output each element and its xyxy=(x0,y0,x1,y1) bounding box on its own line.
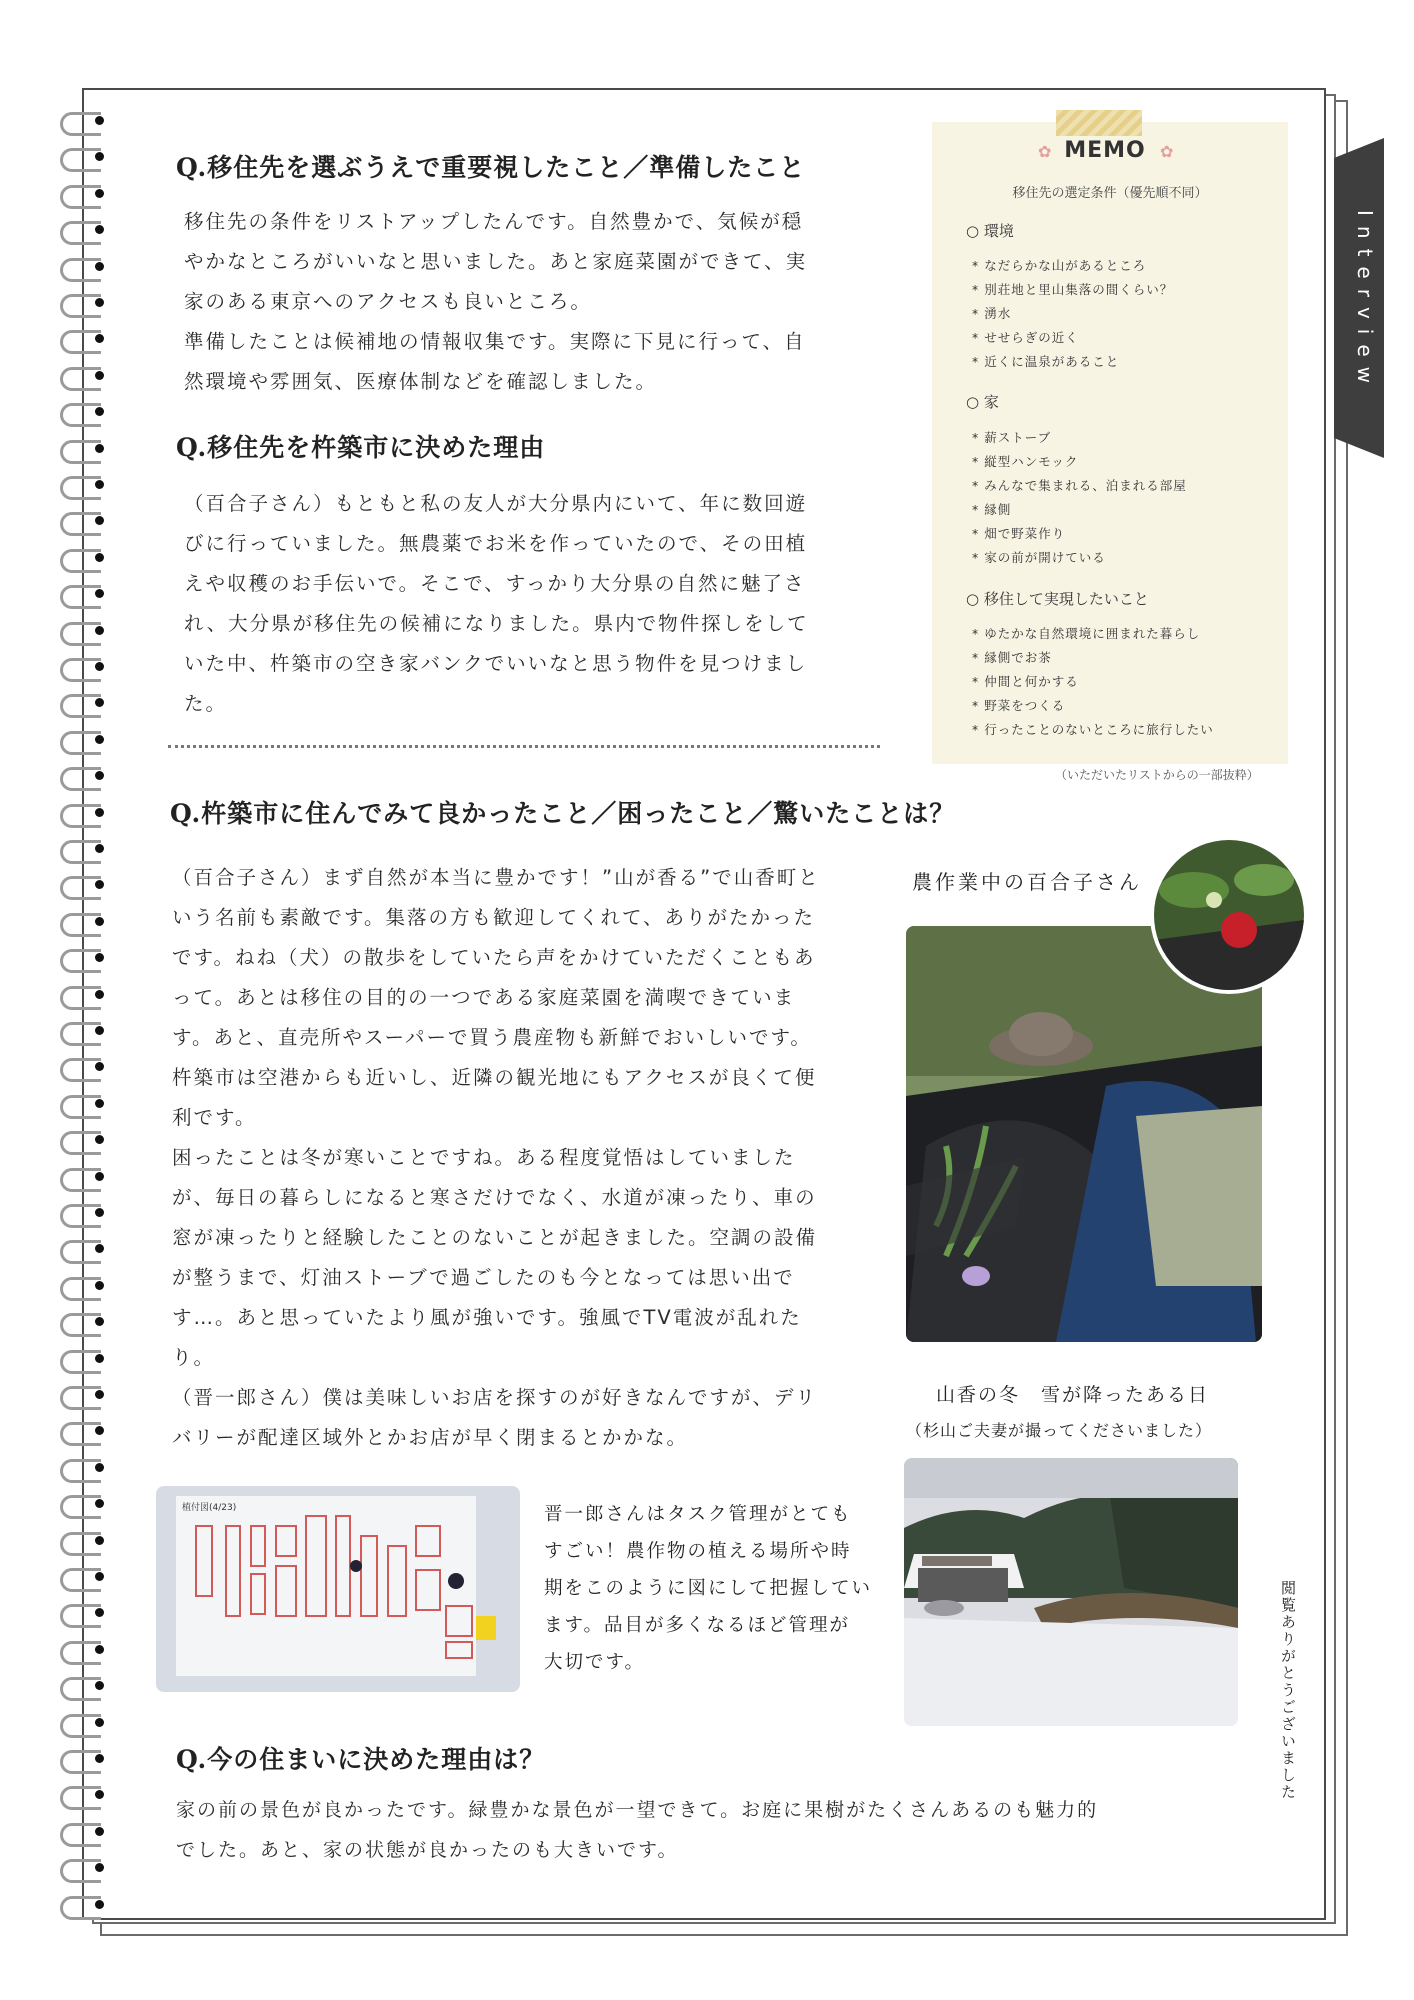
spiral-ring xyxy=(60,1277,104,1297)
q2-line: れ、大分県が移住先の候補になりました。県内で物件探しをして xyxy=(184,612,809,635)
plan-caption-line: 晋一郎さんはタスク管理がとても xyxy=(544,1504,852,1525)
memo-section-heading: ○ 移住して実現したいこと xyxy=(966,590,1149,608)
q2-line: びに行っていました。無農薬でお米を作っていたので、その田植 xyxy=(184,532,808,555)
q4-line: でした。あと、家の状態が良かったのも大きいです。 xyxy=(176,1839,679,1861)
memo-section-heading: ○ 家 xyxy=(966,393,999,411)
spiral-ring xyxy=(60,1058,104,1078)
q3-line: 杵築市は空港からも近いし、近隣の観光地にもアクセスが良くて便 xyxy=(172,1066,817,1089)
q3-line: 利です。 xyxy=(172,1106,257,1129)
spiral-ring xyxy=(60,1422,104,1442)
spiral-ring xyxy=(60,694,104,714)
section-divider xyxy=(168,745,880,748)
spiral-ring xyxy=(60,731,104,751)
spiral-ring xyxy=(60,403,104,423)
q3-line: が、毎日の暮らしになると寒さだけでなく、水道が凍ったり、車の xyxy=(172,1186,817,1209)
q3-heading: Q.杵築市に住んでみて良かったこと／困ったこと／驚いたことは？ xyxy=(170,799,956,828)
q1-line: 準備したことは候補地の情報収集です。実際に下見に行って、自 xyxy=(184,330,806,353)
spiral-ring xyxy=(60,986,104,1006)
q2-heading: Q.移住先を杵築市に決めた理由 xyxy=(176,433,546,462)
masking-tape xyxy=(1056,110,1142,136)
spiral-ring xyxy=(60,1495,104,1515)
spiral-ring xyxy=(60,148,104,168)
spiral-ring xyxy=(60,622,104,642)
q1-line: 然環境や雰囲気、医療体制などを確認しました。 xyxy=(184,370,658,393)
spiral-ring xyxy=(60,658,104,678)
planting-plan-caption xyxy=(544,1496,884,1681)
spiral-ring xyxy=(60,512,104,532)
spiral-ring xyxy=(60,1240,104,1260)
q1-line: 移住先の条件をリストアップしたんです。自然豊かで、気候が穏 xyxy=(184,210,804,233)
q3-line: 窓が凍ったりと経験したことのないことが起きました。空調の設備 xyxy=(172,1226,818,1249)
spiral-ring xyxy=(60,112,104,132)
snow-photo-caption: 山香の冬 雪が降ったある日 xyxy=(936,1384,1210,1406)
plan-caption-line: 大切です。 xyxy=(544,1652,646,1673)
plan-caption-line: すごい！農作物の植える場所や時 xyxy=(544,1541,852,1562)
memo-item: * ゆたかな自然環境に囲まれた暮らし xyxy=(972,626,1201,641)
spiral-ring xyxy=(60,1823,104,1843)
planting-plan-photo xyxy=(156,1486,520,1692)
q2-line: いた中、杵築市の空き家バンクでいいなと思う物件を見つけまし xyxy=(184,652,808,675)
strawberry-photo xyxy=(1150,836,1308,994)
q3-line: いう名前も素敵です。集落の方も歓迎してくれて、ありがたかった xyxy=(172,906,816,929)
q2-body xyxy=(184,484,884,724)
memo-item: * 縦型ハンモック xyxy=(972,454,1079,469)
spiral-ring xyxy=(60,949,104,969)
memo-item: * 縁側でお茶 xyxy=(972,650,1052,665)
spiral-ring xyxy=(60,294,104,314)
spiral-ring xyxy=(60,1604,104,1624)
q3-line: す。あと、直売所やスーパーで買う農産物も新鮮でおいしいです。 xyxy=(172,1026,812,1049)
memo-item: * 野菜をつくる xyxy=(972,698,1066,713)
q3-line: （晋一郎さん）僕は美味しいお店を探すのが好きなんですが、デリ xyxy=(172,1386,818,1409)
memo-item: * せせらぎの近く xyxy=(972,330,1079,345)
spiral-ring xyxy=(60,1641,104,1661)
snow-photo-credit: （杉山ご夫妻が撮ってくださいました） xyxy=(906,1421,1213,1440)
interview-tab-label: Interview xyxy=(1353,210,1377,393)
thanks-message: 閲覧ありがとうございました xyxy=(1279,1580,1297,1801)
spiral-ring xyxy=(60,1386,104,1406)
q3-body-2 xyxy=(172,1378,892,1458)
q2-line: た。 xyxy=(184,692,228,715)
memo-item: * みんなで集まれる、泊まれる部屋 xyxy=(972,478,1187,493)
spiral-ring xyxy=(60,1168,104,1188)
memo-item: * 湧水 xyxy=(972,306,1012,321)
spiral-ring xyxy=(60,367,104,387)
q3-line: す…。あと思っていたより風が強いです。強風でTV電波が乱れた xyxy=(172,1306,802,1329)
spiral-ring xyxy=(60,476,104,496)
flower-icon: ✿ xyxy=(1038,142,1052,161)
spiral-ring xyxy=(60,1677,104,1697)
spiral-ring xyxy=(60,1459,104,1479)
spiral-ring xyxy=(60,1131,104,1151)
memo-section-heading: ○ 環境 xyxy=(966,222,1014,240)
q3-line: って。あとは移住の目的の一つである家庭菜園を満喫できていま xyxy=(172,986,796,1009)
spiral-ring xyxy=(60,330,104,350)
spiral-ring xyxy=(60,258,104,278)
q2-line: えや収穫のお手伝いで。そこで、すっかり大分県の自然に魅了さ xyxy=(184,572,806,595)
spiral-ring xyxy=(60,1896,104,1916)
farm-photo-caption: 農作業中の百合子さん xyxy=(912,870,1142,894)
memo-subtitle: 移住先の選定条件（優先順不同） xyxy=(1012,186,1208,201)
q4-heading: Q.今の住まいに決めた理由は？ xyxy=(176,1745,546,1774)
spiral-ring xyxy=(60,876,104,896)
memo-item: * 行ったことのないところに旅行したい xyxy=(972,722,1214,737)
q1-heading: Q.移住先を選ぶうえで重要視したこと／準備したこと xyxy=(176,153,806,182)
q3-line: り。 xyxy=(172,1346,216,1369)
q3-line: バリーが配達区域外とかお店が早く閉まるとかかな。 xyxy=(172,1426,689,1449)
spiral-ring xyxy=(60,440,104,460)
spiral-ring xyxy=(60,1714,104,1734)
spiral-ring xyxy=(60,1859,104,1879)
spiral-ring xyxy=(60,1204,104,1224)
spiral-ring xyxy=(60,1786,104,1806)
spiral-ring xyxy=(60,1022,104,1042)
spiral-ring xyxy=(60,221,104,241)
spiral-ring xyxy=(60,185,104,205)
memo-item: * なだらかな山があるところ xyxy=(972,258,1147,273)
memo-item: * 仲間と何かする xyxy=(972,674,1079,689)
spiral-ring xyxy=(60,1313,104,1333)
q3-line: です。ねね（犬）の散歩をしていたら声をかけていただくこともあ xyxy=(172,946,816,969)
q1-line: 家のある東京へのアクセスも良いところ。 xyxy=(184,290,592,313)
memo-title: MEMO xyxy=(1064,138,1146,163)
plan-caption-line: 期をこのように図にして把握してい xyxy=(544,1578,873,1599)
spiral-ring xyxy=(60,549,104,569)
memo-item: * 縁側 xyxy=(972,502,1012,517)
plan-caption-line: ます。品目が多くなるほど管理が xyxy=(544,1615,851,1636)
q3-line: （百合子さん）まず自然が本当に豊かです！”山が香る”で山香町と xyxy=(172,866,820,889)
q2-line: （百合子さん）もともと私の友人が大分県内にいて、年に数回遊 xyxy=(184,492,808,515)
snow-photo xyxy=(904,1458,1238,1726)
spiral-ring xyxy=(60,1532,104,1552)
spiral-ring xyxy=(60,1750,104,1770)
flower-icon: ✿ xyxy=(1160,142,1174,161)
planting-plan-label: 植付図(4/23) xyxy=(182,1503,237,1513)
q3-body xyxy=(172,858,892,1378)
q3-line: 困ったことは冬が寒いことですね。ある程度覚悟はしていました xyxy=(172,1146,796,1169)
q4-line: 家の前の景色が良かったです。緑豊かな景色が一望できて。お庭に果樹がたくさんあるのも魅力的 xyxy=(176,1799,1099,1821)
memo-item: * 近くに温泉があること xyxy=(972,354,1120,369)
spiral-ring xyxy=(60,804,104,824)
memo-item: * 別荘地と里山集落の間くらい？ xyxy=(972,282,1174,297)
q3-line: が整うまで、灯油ストーブで過ごしたのも今となっては思い出で xyxy=(172,1266,795,1289)
memo-item: * 畑で野菜作り xyxy=(972,526,1066,541)
spiral-ring xyxy=(60,1350,104,1370)
spiral-ring xyxy=(60,767,104,787)
spiral-ring xyxy=(60,585,104,605)
q1-line: やかなところがいいなと思いました。あと家庭菜園ができて、実 xyxy=(184,250,808,273)
q1-body xyxy=(184,202,884,402)
memo-item: * 薪ストーブ xyxy=(972,430,1052,445)
spiral-ring xyxy=(60,840,104,860)
memo-item: * 家の前が開けている xyxy=(972,550,1106,565)
spiral-ring xyxy=(60,1095,104,1115)
memo-note: （いただいたリストからの一部抜粋） xyxy=(1055,768,1259,782)
spiral-ring xyxy=(60,1568,104,1588)
q4-body xyxy=(176,1790,1236,1870)
spiral-ring xyxy=(60,913,104,933)
